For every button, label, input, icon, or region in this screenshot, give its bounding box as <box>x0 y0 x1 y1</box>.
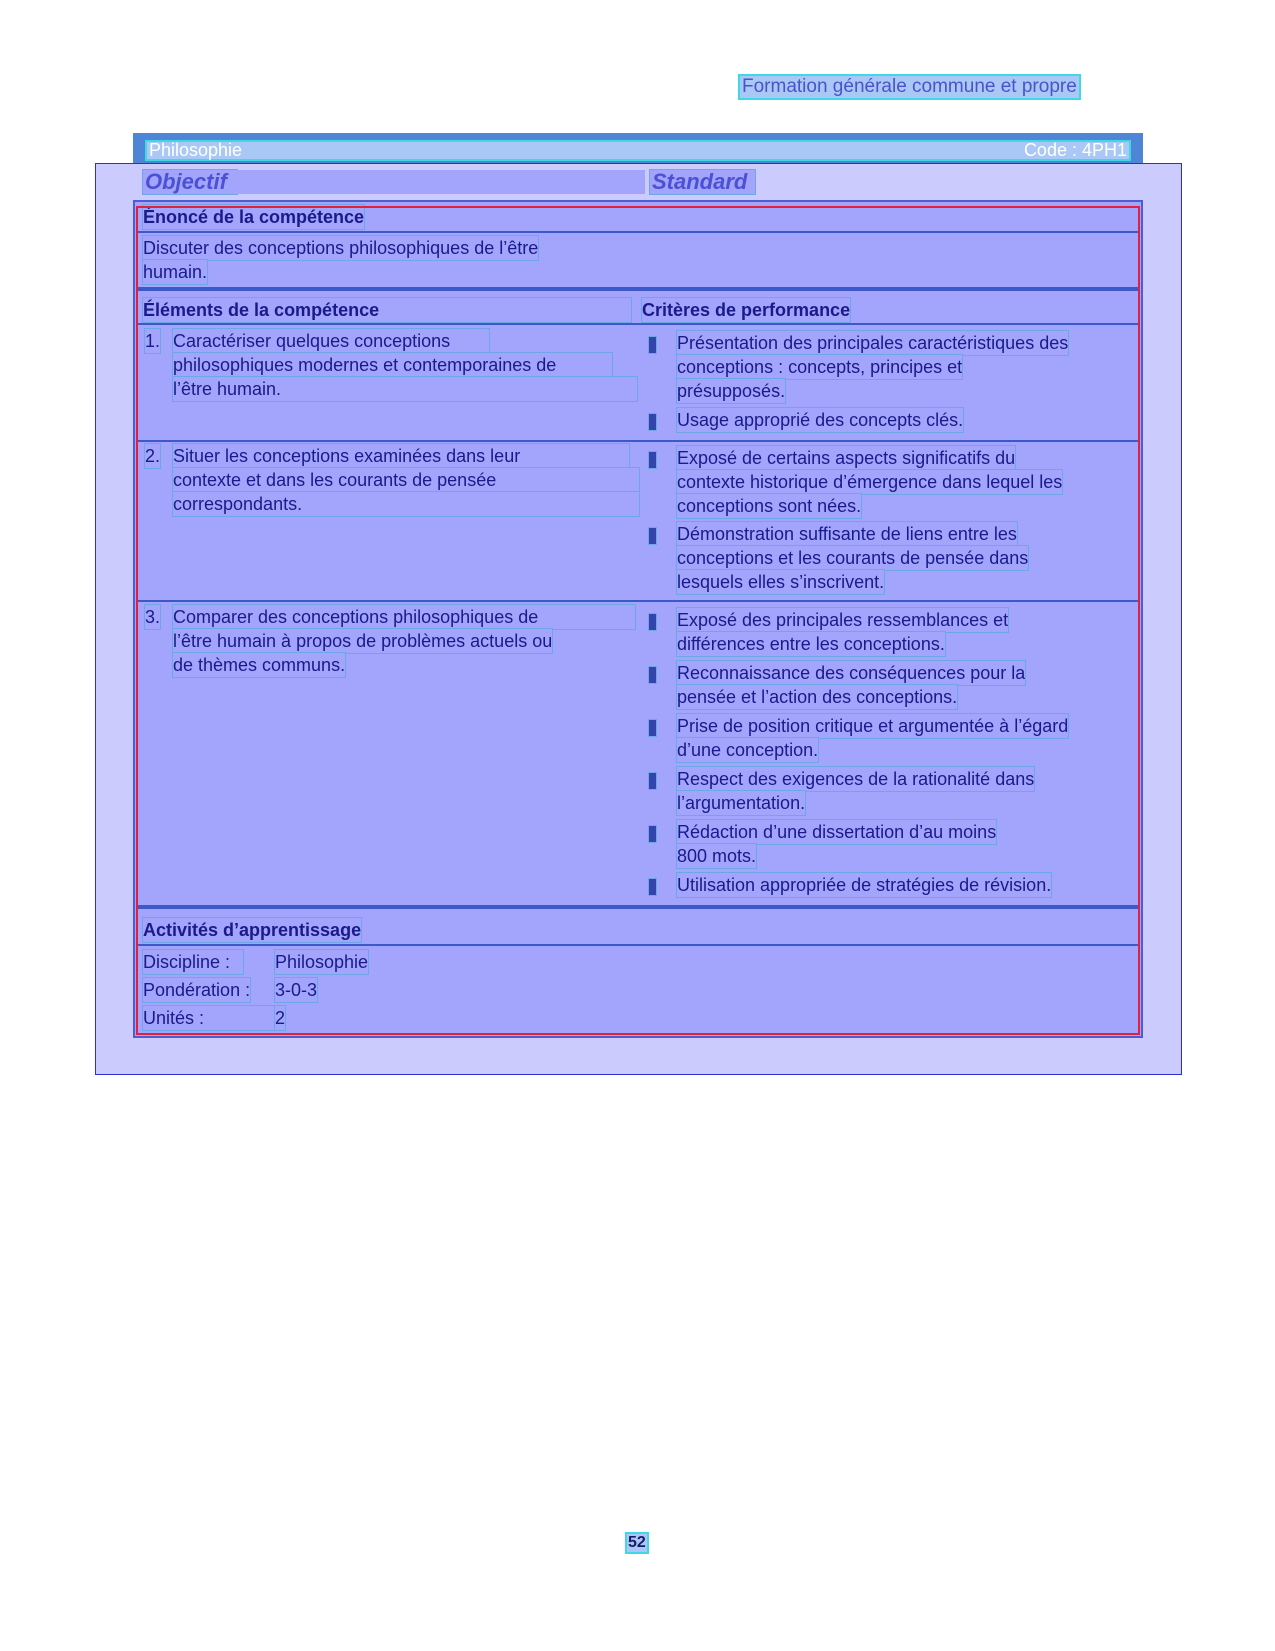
criterion-text: Reconnaissance des conséquences pour la <box>677 663 1026 683</box>
bullet-icon <box>649 528 656 544</box>
standard-label: Standard <box>650 170 755 194</box>
course-name: Philosophie <box>149 140 243 160</box>
bullet-icon <box>649 414 656 430</box>
criterion-text: l’argumentation. <box>677 793 806 813</box>
criterion-text: 800 mots. <box>677 846 757 866</box>
divider <box>136 905 1140 909</box>
enonce-heading: Énoncé de la compétence <box>143 207 365 227</box>
criterion-text: d’une conception. <box>677 740 819 760</box>
bullet-icon <box>649 452 656 468</box>
criterion-text: Présentation des principales caractéristiques des <box>677 333 1069 353</box>
criterion-text: lesquels elles s’inscrivent. <box>677 572 885 592</box>
objectif-label: Objectif <box>143 170 237 194</box>
divider <box>136 600 1140 602</box>
criterion-text: Exposé des principales ressemblances et <box>677 610 1009 630</box>
criterion-text: Respect des exigences de la rationalité dans <box>677 769 1035 789</box>
criterion-text: Démonstration suffisante de liens entre les <box>677 524 1017 544</box>
divider <box>136 231 1140 233</box>
element-text: contexte et dans les courants de pensée <box>173 468 639 492</box>
course-bar <box>133 133 1143 163</box>
activites-heading: Activités d’apprentissage <box>143 920 362 940</box>
unites-label: Unités : <box>143 1006 275 1030</box>
page-number: 52 <box>628 1534 646 1551</box>
elements-heading: Éléments de la compétence <box>143 298 631 322</box>
discipline-value: Philosophie <box>275 952 369 972</box>
bullet-icon <box>649 337 656 353</box>
criterion-text: Prise de position critique et argumentée à l’égard <box>677 716 1069 736</box>
bullet-icon <box>649 826 656 842</box>
ponderation-label: Pondération : <box>143 980 251 1000</box>
criterion-text: Exposé de certains aspects significatifs du <box>677 448 1016 468</box>
element-number: 1. <box>145 331 161 351</box>
criterion-text: conceptions et les courants de pensée dans <box>677 548 1029 568</box>
element-text: l’être humain à propos de problèmes actuels ou <box>173 631 553 651</box>
element-text: Situer les conceptions examinées dans leur <box>173 444 629 468</box>
enonce-line-2: humain. <box>143 262 208 282</box>
element-number: 3. <box>145 607 161 627</box>
enonce-line-1: Discuter des conceptions philosophiques de l’être <box>143 238 539 258</box>
bullet-icon <box>649 614 656 630</box>
bullet-icon <box>649 720 656 736</box>
divider <box>136 323 1140 325</box>
unites-value: 2 <box>275 1008 286 1028</box>
criterion-text: présupposés. <box>677 381 786 401</box>
bullet-icon <box>649 773 656 789</box>
element-text: l’être humain. <box>173 377 637 401</box>
divider <box>136 944 1140 946</box>
criterion-text: Utilisation appropriée de stratégies de révision. <box>677 875 1052 895</box>
bullet-icon <box>649 879 656 895</box>
element-text: Caractériser quelques conceptions <box>173 329 489 353</box>
criterion-text: Usage approprié des concepts clés. <box>677 410 964 430</box>
divider <box>136 440 1140 442</box>
criteres-heading: Critères de performance <box>642 300 851 320</box>
divider <box>136 287 1140 291</box>
objectif-label-fill <box>235 170 645 194</box>
criterion-text: conceptions sont nées. <box>677 496 862 516</box>
document-header-title: Formation générale commune et propre <box>742 76 1077 97</box>
element-text: Comparer des conceptions philosophiques de <box>173 605 635 629</box>
criterion-text: différences entre les conceptions. <box>677 634 945 654</box>
criterion-text: conceptions : concepts, principes et <box>677 357 963 377</box>
criterion-text: Rédaction d’une dissertation d’au moins <box>677 822 997 842</box>
discipline-label: Discipline : <box>143 950 243 974</box>
criterion-text: pensée et l’action des conceptions. <box>677 687 958 707</box>
criterion-text: contexte historique d’émergence dans lequel les <box>677 472 1063 492</box>
ponderation-value: 3-0-3 <box>275 980 318 1000</box>
element-number: 2. <box>145 446 161 466</box>
bullet-icon <box>649 667 656 683</box>
element-text: correspondants. <box>173 492 639 516</box>
element-text: philosophiques modernes et contemporaines de <box>173 353 612 377</box>
course-code: Code : 4PH1 <box>1023 140 1127 160</box>
element-text: de thèmes communs. <box>173 655 346 675</box>
